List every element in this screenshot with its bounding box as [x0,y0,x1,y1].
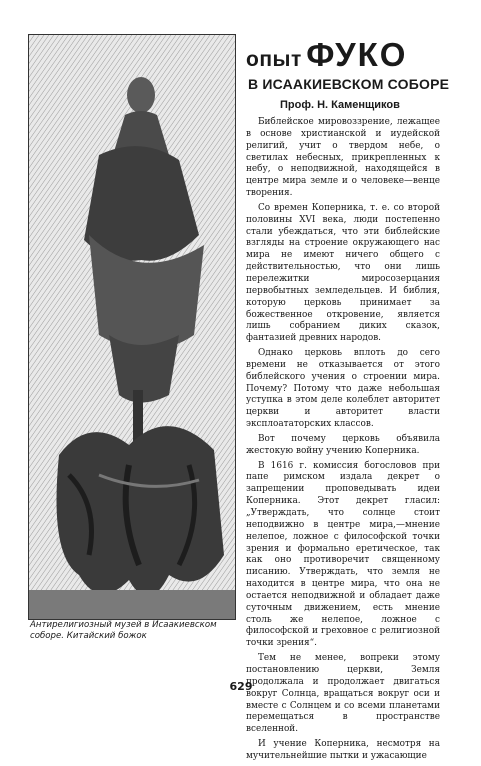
paragraph: Библейское мировоззрение, лежащее в основе христианской и иудейской религий, учит о твердом небе, о светилах небесных, прикрепленных к небу, о неподвижной, находящейся в центре мира земле и о человеке—венце творения. [246,117,440,199]
page-number: 629 [229,680,253,693]
article-title-prefix: опыт [246,48,302,71]
paragraph: В 1616 г. комиссия богословов при папе римском издала декрет о запрещении проповедывать идеи Коперника. Этот декрет гласил: „Утверждать, что солнце стоит неподвижно в центре мира,—мнение нелепое, ложное с философской точки зрения и формально еретическое, так как оно противоречит священному писанию. Утверждать, что земля не находится в центре мира, что она не остается неподвижной и обладает даже суточным движением, есть мнение столь же нелепое, ложное с философской и греховное с религиозной точки зрения“. [246,460,440,649]
article-body [246,117,440,766]
paragraph: Тем не менее, вопреки этому постановлению церкви, Земля продолжала и продолжает двигаться вокруг Солнца, вращаться вокруг оси и вместе с Солнцем и со всеми планетами перемещаться в пространстве вселенной. [246,653,440,735]
photo-caption: Антирелигиозный музей в Исаакиевском соборе. Китайский божок [30,620,217,641]
photo-chinese-idol [28,34,236,620]
article-author: Проф. Н. Каменщиков [280,99,400,111]
paragraph: Однако церковь вплоть до сего времени не отказывается от этого библейского учения о строении мира. Почему? Потому что даже небольшая уступка в этом деле колеблет авторитет церкви и авторитет власти эксплоататорских классов. [246,348,440,430]
paragraph: Вот почему церковь объявила жестокую войну учению Коперника. [246,433,440,456]
article-title [246,36,446,74]
paragraph: Со времен Коперника, т. е. со второй половины XVI века, люди постепенно стали убеждаться, что эти библейские взгляды на строение окружающего нас мира не имеют ничего общего с действительностью, что они лишь перележитки миросозерцания первобытных земледельцев. И библия, которую церковь принимает за божественное откровение, является лишь собранием диких сказок, фантазией древних народов. [246,202,440,344]
idol-figure-image [29,35,235,619]
article-title-main: ФУКО [306,36,408,73]
article-subtitle: В ИСААКИЕВСКОМ СОБОРЕ [248,76,450,92]
paragraph: И учение Коперника, несмотря на мучительнейшие пытки и ужасающие [246,739,440,761]
